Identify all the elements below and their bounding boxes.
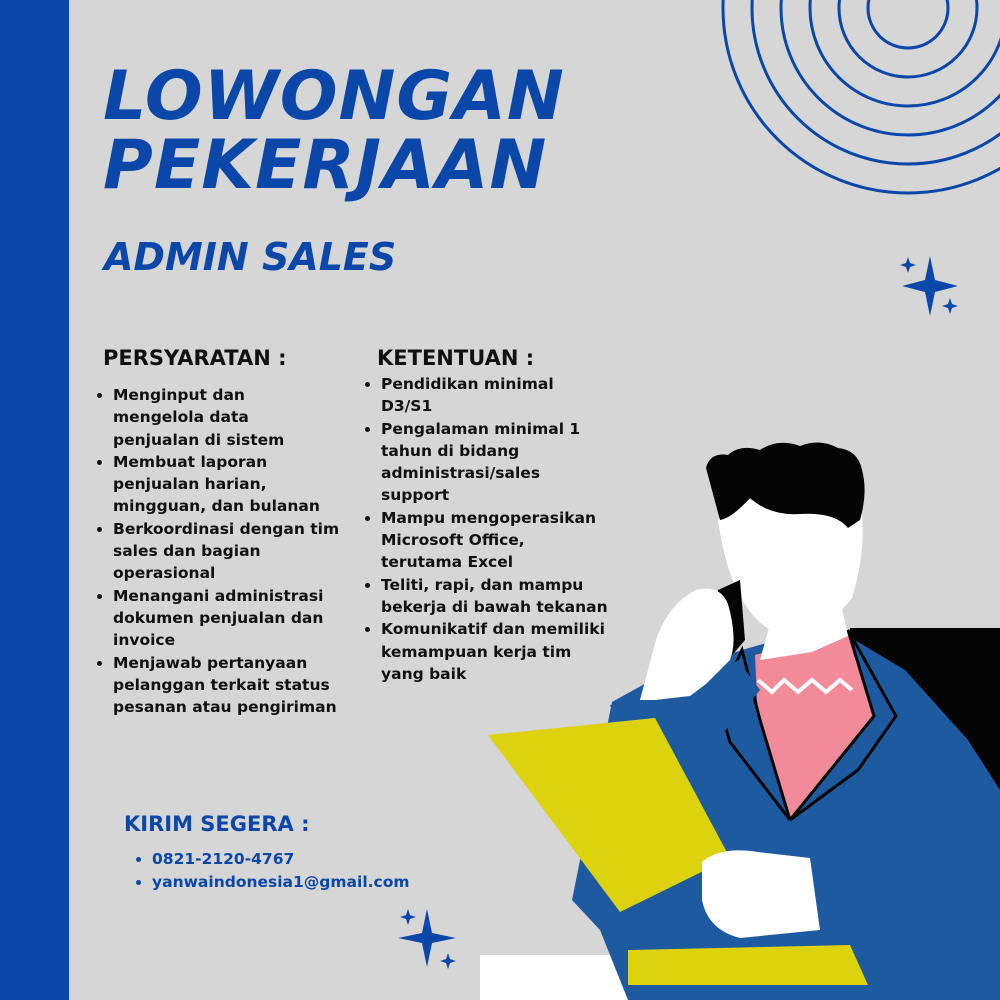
concentric-circles-decoration xyxy=(700,0,1000,210)
contact-heading: KIRIM SEGERA : xyxy=(124,812,310,836)
email-address[interactable]: yanwaindonesia1@gmail.com xyxy=(134,871,410,894)
title-line-2: PEKERJAAN xyxy=(103,126,548,205)
phone-number[interactable]: 0821-2120-4767 xyxy=(134,848,410,871)
requirements-heading: PERSYARATAN : xyxy=(103,346,287,370)
list-item: Berkoordinasi dengan tim sales dan bagian operasional xyxy=(95,518,340,585)
businessman-illustration xyxy=(480,440,1000,1000)
list-item: Membuat laporan penjualan harian, mingguan, dan bulanan xyxy=(95,451,340,518)
list-item: Pendidikan minimal D3/S1 xyxy=(363,373,608,418)
list-item: Mampu mengoperasikan Microsoft Office, terutama Excel xyxy=(363,507,608,574)
terms-heading: KETENTUAN : xyxy=(377,346,535,370)
list-item: Teliti, rapi, dan mampu bekerja di bawah tekanan xyxy=(363,574,608,619)
list-item: Komunikatif dan memiliki kemampuan kerja tim yang baik xyxy=(363,618,608,685)
list-item: Pengalaman minimal 1 tahun di bidang administrasi/sales support xyxy=(363,418,608,507)
page-title xyxy=(103,57,565,205)
list-item: Menangani administrasi dokumen penjualan dan invoice xyxy=(95,585,340,652)
contact-list xyxy=(134,848,410,894)
title-line-1: LOWONGAN xyxy=(103,57,565,136)
requirements-list xyxy=(95,384,340,718)
list-item: Menjawab pertanyaan pelanggan terkait status pesanan atau pengiriman xyxy=(95,652,340,719)
sparkle-icon xyxy=(890,250,965,325)
left-accent-bar xyxy=(0,0,69,1000)
sparkle-icon xyxy=(392,905,467,975)
list-item: Menginput dan mengelola data penjualan di sistem xyxy=(95,384,340,451)
job-position-title: ADMIN SALES xyxy=(104,235,397,279)
